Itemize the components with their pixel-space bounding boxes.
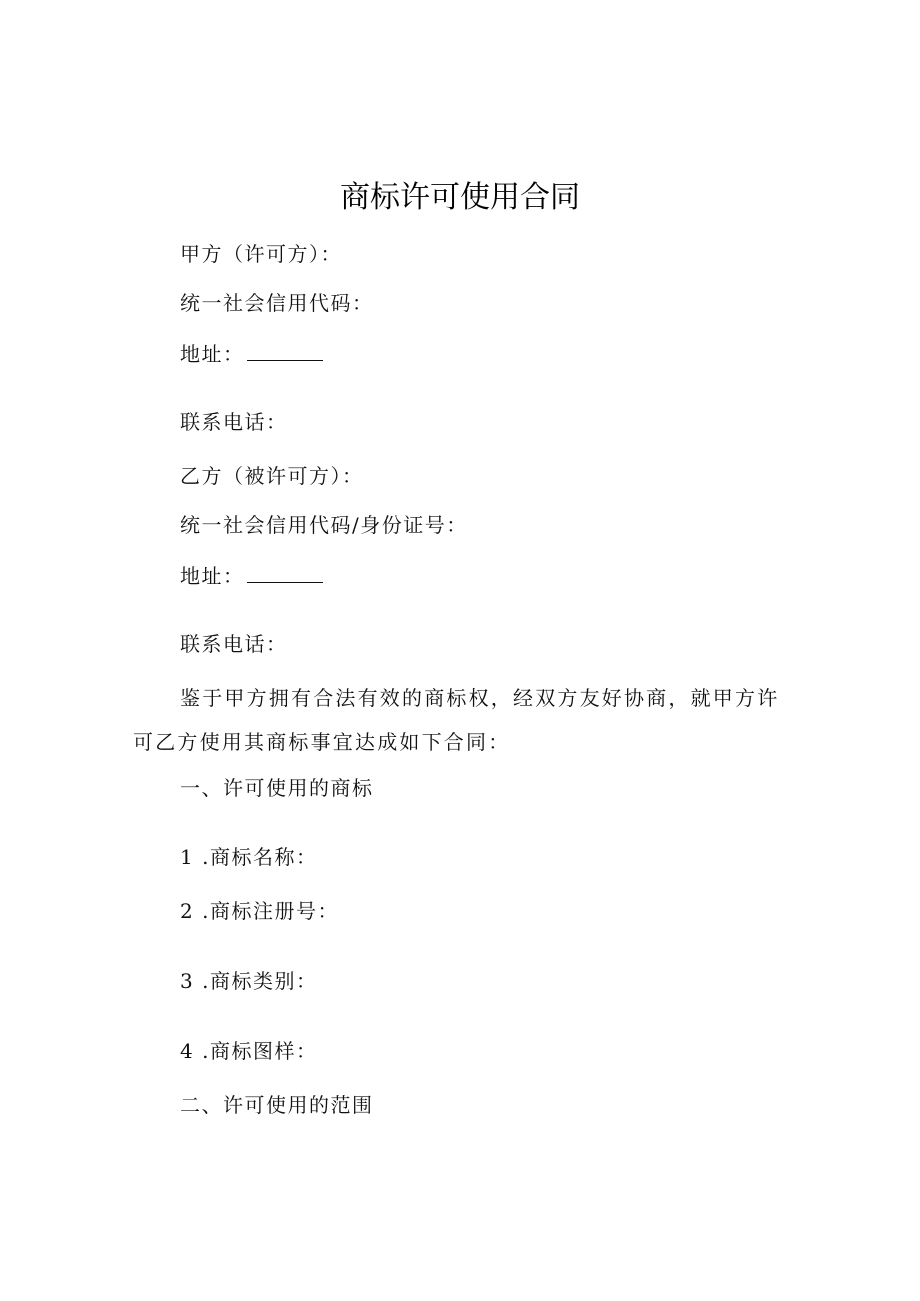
section-1-item-4: 4 .商标图样： [180,1039,318,1063]
party-a-phone: 联系电话： [180,410,288,434]
party-a-label: 甲方（许可方）： [180,242,342,266]
document-title: 商标许可使用合同 [340,180,580,215]
section-1-item-1: 1 .商标名称： [180,845,318,869]
section-1-item-2: 2 .商标注册号： [180,899,339,923]
party-b-address-label: 地址： [180,564,245,588]
party-a-address-row [180,340,323,368]
party-b-label: 乙方（被许可方）： [180,464,364,488]
party-a-address-label: 地址： [180,342,245,366]
party-b-address-blank [247,564,323,583]
section-2-heading: 二、许可使用的范围 [180,1093,374,1117]
party-b-phone: 联系电话： [180,632,288,656]
party-a-address-blank [247,342,323,361]
preamble-paragraph: 鉴于甲方拥有合法有效的商标权，经双方友好协商，就甲方许可乙方使用其商标事宜达成如下合同： [133,686,780,754]
party-b-address-row [180,562,323,590]
party-b-credit-code: 统一社会信用代码/身份证号： [180,513,468,537]
section-1-heading: 一、许可使用的商标 [180,776,374,800]
section-1-item-3: 3 .商标类别： [180,969,318,993]
party-a-credit-code: 统一社会信用代码： [180,291,374,315]
